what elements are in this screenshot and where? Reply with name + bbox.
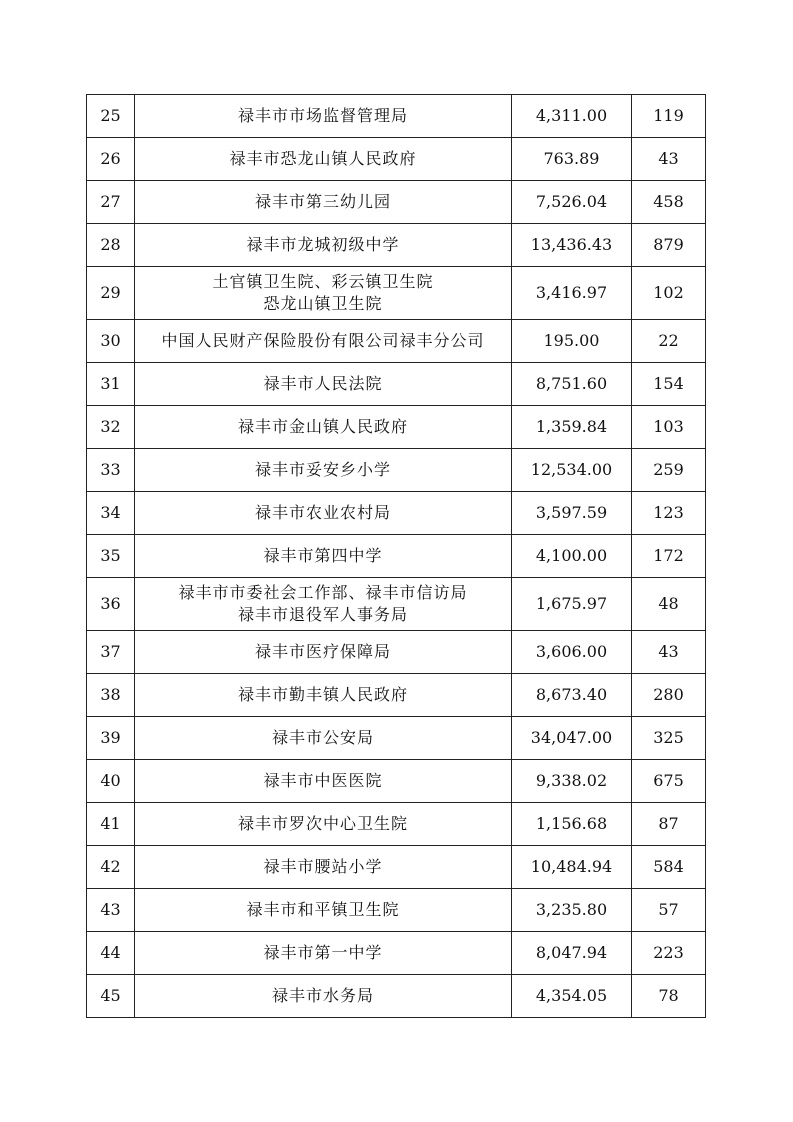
table-row xyxy=(87,406,706,449)
table-row xyxy=(87,674,706,717)
unit-name-line: 禄丰市妥安乡小学 xyxy=(254,460,391,479)
table-row xyxy=(87,889,706,932)
unit-name-line: 禄丰市第三幼儿园 xyxy=(254,192,391,211)
count-cell: 48 xyxy=(632,578,706,631)
table-row xyxy=(87,492,706,535)
table-row xyxy=(87,631,706,674)
row-number: 43 xyxy=(87,889,135,932)
unit-name-line: 禄丰市腰站小学 xyxy=(263,857,383,876)
amount-cell: 8,047.94 xyxy=(512,932,632,975)
row-number: 39 xyxy=(87,717,135,760)
unit-name-cell xyxy=(135,803,512,846)
count-cell: 458 xyxy=(632,181,706,224)
unit-name-cell xyxy=(135,760,512,803)
unit-name-cell xyxy=(135,674,512,717)
unit-name-cell xyxy=(135,578,512,631)
unit-name-cell xyxy=(135,267,512,320)
unit-name-line: 禄丰市勤丰镇人民政府 xyxy=(237,685,408,704)
table-row xyxy=(87,181,706,224)
unit-name-line: 禄丰市罗次中心卫生院 xyxy=(237,814,408,833)
table-row xyxy=(87,267,706,320)
unit-name-cell xyxy=(135,631,512,674)
row-number: 25 xyxy=(87,95,135,138)
unit-name-line: 禄丰市人民法院 xyxy=(263,374,383,393)
table-row xyxy=(87,320,706,363)
unit-name-line: 禄丰市水务局 xyxy=(271,986,374,1005)
unit-name-line: 禄丰市金山镇人民政府 xyxy=(237,417,408,436)
amount-cell: 1,359.84 xyxy=(512,406,632,449)
row-number: 27 xyxy=(87,181,135,224)
amount-cell: 195.00 xyxy=(512,320,632,363)
count-cell: 584 xyxy=(632,846,706,889)
count-cell: 675 xyxy=(632,760,706,803)
unit-name-line: 禄丰市中医医院 xyxy=(263,771,383,790)
table-row xyxy=(87,224,706,267)
amount-cell: 3,416.97 xyxy=(512,267,632,320)
amount-cell: 763.89 xyxy=(512,138,632,181)
unit-name-cell xyxy=(135,975,512,1018)
table-row xyxy=(87,449,706,492)
unit-name-cell xyxy=(135,717,512,760)
table-row xyxy=(87,846,706,889)
amount-cell: 3,597.59 xyxy=(512,492,632,535)
amount-cell: 4,354.05 xyxy=(512,975,632,1018)
count-cell: 119 xyxy=(632,95,706,138)
unit-name-cell xyxy=(135,932,512,975)
unit-name-line: 禄丰市龙城初级中学 xyxy=(246,235,400,254)
count-cell: 123 xyxy=(632,492,706,535)
unit-name-line: 禄丰市农业农村局 xyxy=(254,503,391,522)
amount-cell: 34,047.00 xyxy=(512,717,632,760)
amount-cell: 1,675.97 xyxy=(512,578,632,631)
table-row xyxy=(87,578,706,631)
amount-cell: 9,338.02 xyxy=(512,760,632,803)
count-cell: 879 xyxy=(632,224,706,267)
amount-cell: 4,311.00 xyxy=(512,95,632,138)
row-number: 36 xyxy=(87,578,135,631)
table-row xyxy=(87,975,706,1018)
unit-name-line: 禄丰市市委社会工作部、禄丰市信访局 xyxy=(178,583,468,602)
amount-cell: 4,100.00 xyxy=(512,535,632,578)
count-cell: 223 xyxy=(632,932,706,975)
count-cell: 259 xyxy=(632,449,706,492)
unit-name-cell xyxy=(135,320,512,363)
table-row xyxy=(87,803,706,846)
amount-cell: 8,673.40 xyxy=(512,674,632,717)
table-row xyxy=(87,363,706,406)
row-number: 45 xyxy=(87,975,135,1018)
amount-cell: 12,534.00 xyxy=(512,449,632,492)
row-number: 30 xyxy=(87,320,135,363)
unit-name-line: 禄丰市恐龙山镇人民政府 xyxy=(229,149,417,168)
unit-name-line: 禄丰市和平镇卫生院 xyxy=(246,900,400,919)
count-cell: 78 xyxy=(632,975,706,1018)
row-number: 37 xyxy=(87,631,135,674)
row-number: 32 xyxy=(87,406,135,449)
unit-name-line: 禄丰市医疗保障局 xyxy=(254,642,391,661)
table-row xyxy=(87,760,706,803)
amount-cell: 10,484.94 xyxy=(512,846,632,889)
unit-name-line: 禄丰市退役军人事务局 xyxy=(237,605,408,624)
count-cell: 172 xyxy=(632,535,706,578)
unit-name-line: 禄丰市市场监督管理局 xyxy=(237,106,408,125)
unit-name-cell xyxy=(135,95,512,138)
unit-name-cell xyxy=(135,224,512,267)
table-row xyxy=(87,535,706,578)
row-number: 29 xyxy=(87,267,135,320)
count-cell: 103 xyxy=(632,406,706,449)
row-number: 40 xyxy=(87,760,135,803)
unit-name-cell xyxy=(135,138,512,181)
unit-name-cell xyxy=(135,449,512,492)
count-cell: 325 xyxy=(632,717,706,760)
count-cell: 57 xyxy=(632,889,706,932)
count-cell: 102 xyxy=(632,267,706,320)
count-cell: 43 xyxy=(632,138,706,181)
amount-cell: 3,235.80 xyxy=(512,889,632,932)
row-number: 31 xyxy=(87,363,135,406)
row-number: 44 xyxy=(87,932,135,975)
unit-name-line: 禄丰市第四中学 xyxy=(263,546,383,565)
unit-name-line: 土官镇卫生院、彩云镇卫生院 xyxy=(212,272,434,291)
unit-name-line: 禄丰市公安局 xyxy=(271,728,374,747)
table-row xyxy=(87,717,706,760)
unit-name-cell xyxy=(135,181,512,224)
unit-name-cell xyxy=(135,363,512,406)
count-cell: 280 xyxy=(632,674,706,717)
count-cell: 154 xyxy=(632,363,706,406)
count-cell: 87 xyxy=(632,803,706,846)
count-cell: 43 xyxy=(632,631,706,674)
row-number: 34 xyxy=(87,492,135,535)
unit-name-cell xyxy=(135,846,512,889)
unit-name-line: 中国人民财产保险股份有限公司禄丰分公司 xyxy=(161,331,485,350)
amount-cell: 13,436.43 xyxy=(512,224,632,267)
amount-cell: 7,526.04 xyxy=(512,181,632,224)
amount-cell: 1,156.68 xyxy=(512,803,632,846)
row-number: 33 xyxy=(87,449,135,492)
unit-name-cell xyxy=(135,889,512,932)
row-number: 38 xyxy=(87,674,135,717)
data-table xyxy=(86,94,706,1018)
amount-cell: 8,751.60 xyxy=(512,363,632,406)
table-body xyxy=(87,95,706,1018)
table-row xyxy=(87,138,706,181)
row-number: 41 xyxy=(87,803,135,846)
table-row xyxy=(87,95,706,138)
unit-name-cell xyxy=(135,492,512,535)
row-number: 28 xyxy=(87,224,135,267)
amount-cell: 3,606.00 xyxy=(512,631,632,674)
unit-name-cell xyxy=(135,406,512,449)
unit-name-cell xyxy=(135,535,512,578)
row-number: 35 xyxy=(87,535,135,578)
table-row xyxy=(87,932,706,975)
count-cell: 22 xyxy=(632,320,706,363)
row-number: 26 xyxy=(87,138,135,181)
row-number: 42 xyxy=(87,846,135,889)
unit-name-line: 恐龙山镇卫生院 xyxy=(263,294,383,313)
unit-name-line: 禄丰市第一中学 xyxy=(263,943,383,962)
